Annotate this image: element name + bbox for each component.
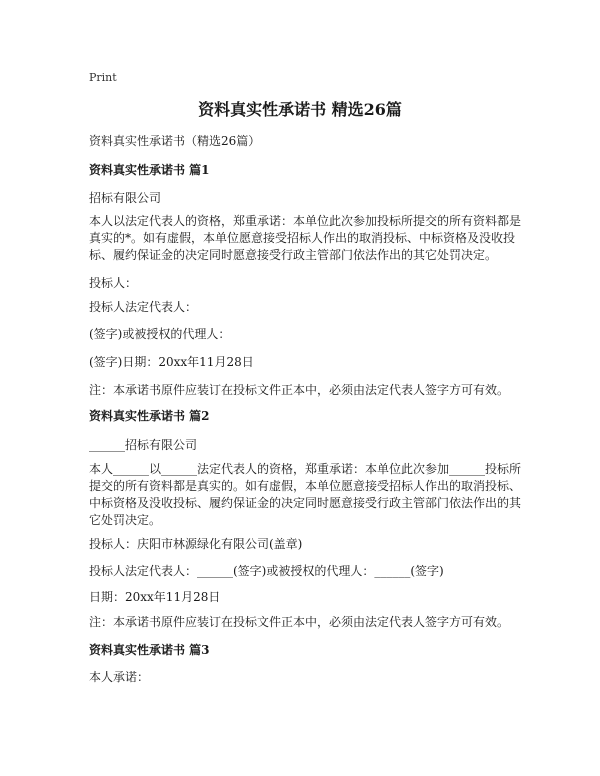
section-2-note: 注：本承诺书原件应装订在投标文件正本中，必须由法定代表人签字方可有效。 bbox=[89, 615, 510, 629]
section-2-bidder: 投标人：庆阳市林源绿化有限公司(盖章) bbox=[89, 537, 303, 551]
section-1-body-line: 本人以法定代表人的资格，郑重承诺：本单位此次参加投标所提交的所有资料都是 bbox=[89, 214, 522, 228]
section-2-company: ______招标有限公司 bbox=[89, 438, 198, 452]
section-1-note: 注：本承诺书原件应装订在投标文件正本中，必须由法定代表人签字方可有效。 bbox=[89, 383, 510, 397]
section-1-heading: 资料真实性承诺书 篇1 bbox=[89, 163, 210, 177]
section-1-body-line: 标、履约保证金的决定同时愿意接受行政主管部门依法作出的其它处罚决定。 bbox=[89, 248, 498, 262]
document-title: 资料真实性承诺书 精选26篇 bbox=[198, 100, 402, 119]
section-1-bidder: 投标人： bbox=[89, 276, 138, 290]
document-subtitle: 资料真实性承诺书（精选26篇） bbox=[89, 134, 261, 148]
section-2-body-line: 中标资格及没收投标、履约保证金的决定同时愿意接受行政主管部门依法作出的其 bbox=[89, 496, 522, 510]
section-1-legal-rep: 投标人法定代表人： bbox=[89, 300, 198, 314]
section-1-body-line: 真实的*。如有虚假，本单位愿意接受招标人作出的取消投标、中标资格及没收投 bbox=[89, 231, 516, 245]
section-2-date: 日期：20xx年11月28日 bbox=[89, 590, 221, 604]
section-2-body bbox=[89, 461, 529, 529]
section-2-heading: 资料真实性承诺书 篇2 bbox=[89, 409, 210, 423]
section-3-intro: 本人承诺： bbox=[89, 670, 150, 684]
section-1-company: 招标有限公司 bbox=[89, 191, 162, 205]
section-2-legal-rep-line: 投标人法定代表人：______(签字)或被授权的代理人：______(签字) bbox=[89, 564, 444, 578]
print-link[interactable]: Print bbox=[89, 71, 117, 84]
section-1-signature-date: (签字)日期：20xx年11月28日 bbox=[89, 355, 254, 369]
section-3-heading: 资料真实性承诺书 篇3 bbox=[89, 643, 210, 657]
section-2-body-line: 它处罚决定。 bbox=[89, 513, 162, 527]
section-2-body-line: 本人______以______法定代表人的资格，郑重承诺：本单位此次参加______投标所 bbox=[89, 462, 522, 476]
section-1-body bbox=[89, 213, 529, 264]
section-2-body-line: 提交的所有资料都是真实的。如有虚假，本单位愿意接受招标人作出的取消投标、 bbox=[89, 479, 522, 493]
section-1-signature-agent: (签字)或被授权的代理人： bbox=[89, 327, 231, 341]
